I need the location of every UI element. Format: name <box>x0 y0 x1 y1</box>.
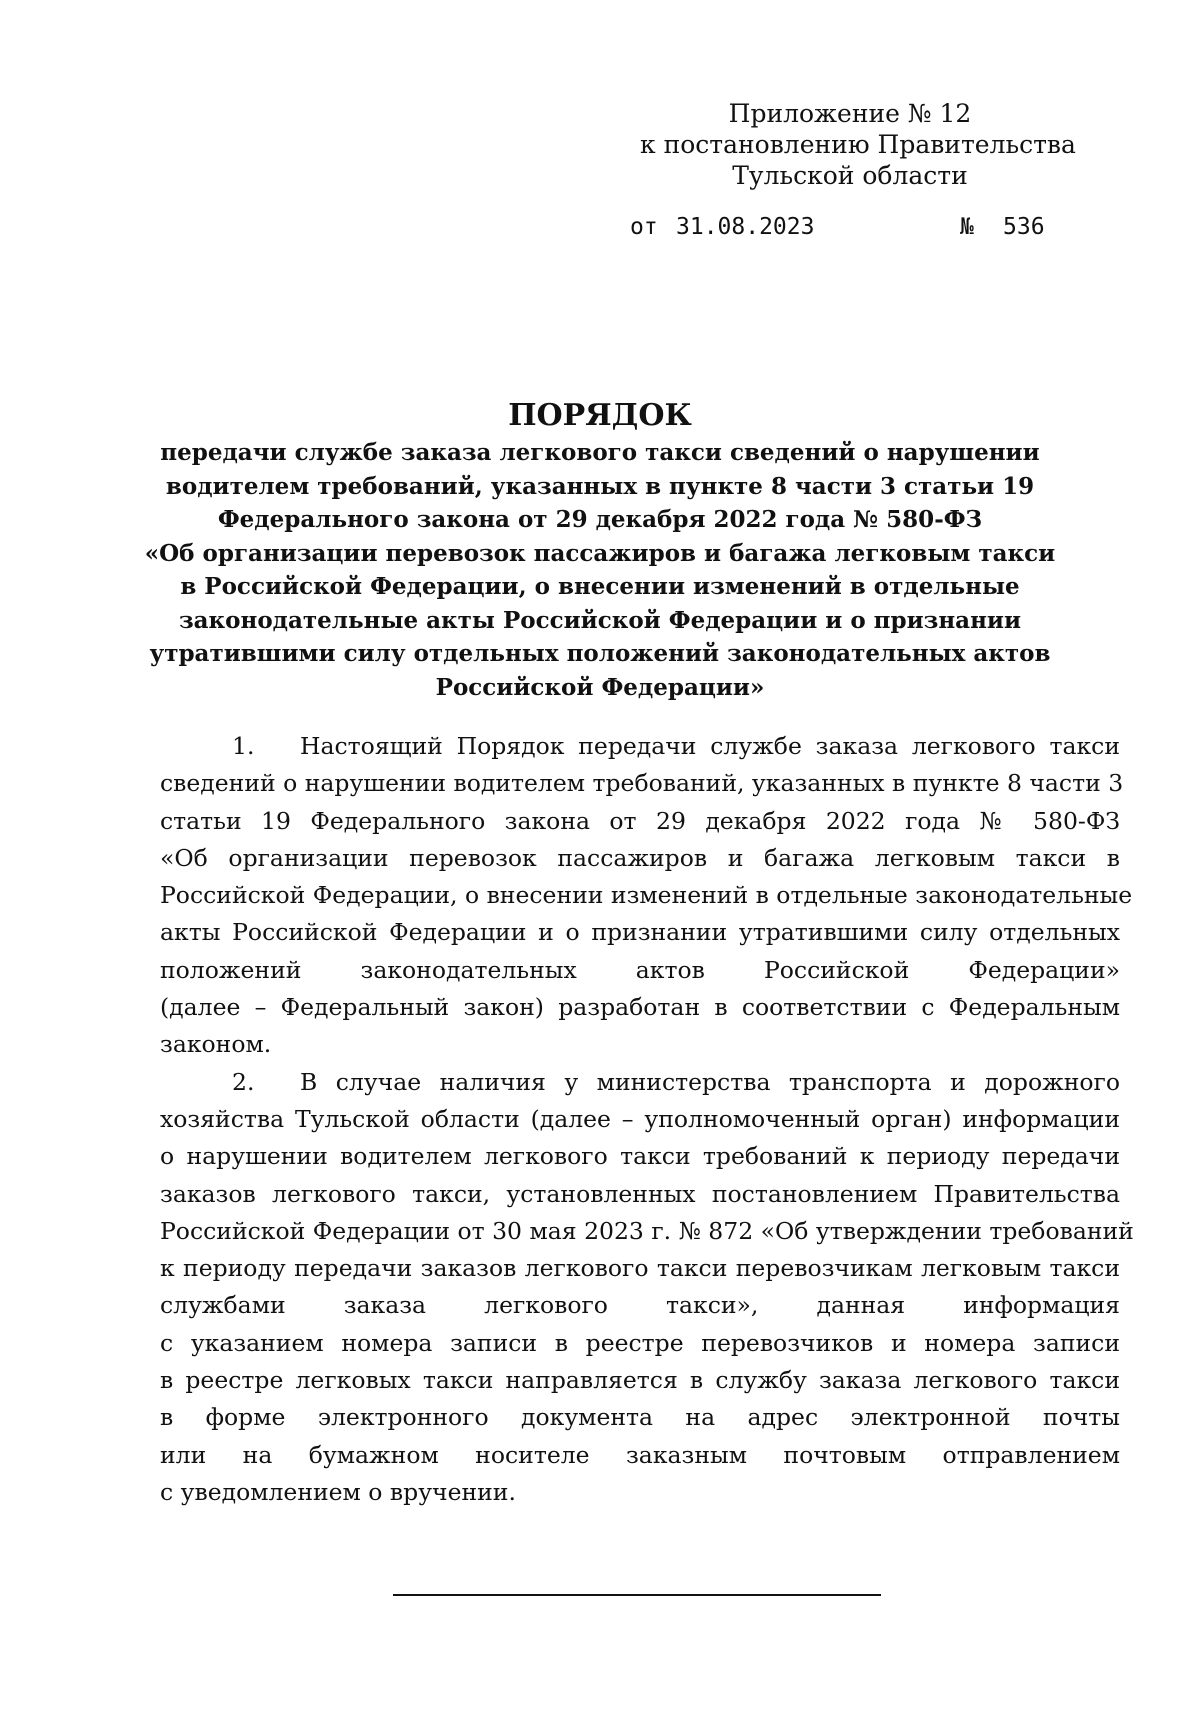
subtitle-line: передачи службе заказа легкового такси сведений о нарушении <box>160 439 1040 466</box>
paragraph-line: законом. <box>160 1030 272 1059</box>
paragraph-line: «Об организации перевозок пассажиров и багажа легковым такси в <box>160 843 1120 872</box>
appendix-resolution-ref: к постановлению Правительства <box>640 130 1076 159</box>
end-divider-line <box>393 1594 881 1596</box>
subtitle-line: утратившими силу отдельных положений законодательных актов <box>149 640 1051 667</box>
subtitle-line: Федерального закона от 29 декабря 2022 года № 580-ФЗ <box>217 506 983 533</box>
date-from-label: от <box>630 214 658 240</box>
subtitle-line: водителем требований, указанных в пункте 8 части 3 статьи 19 <box>165 472 1035 500</box>
paragraph-line: в форме электронного документа на адрес электронной почты <box>160 1403 1120 1432</box>
paragraph-line: к периоду передачи заказов легкового такси перевозчикам легковым такси <box>160 1254 1120 1283</box>
paragraph-line: или на бумажном носителе заказным почтовым отправлением <box>160 1440 1120 1469</box>
paragraph-line: с уведомлением о вручении. <box>160 1477 516 1506</box>
resolution-number: 536 <box>1003 214 1045 240</box>
document-subtitle <box>120 436 1080 704</box>
paragraph-number: 1. <box>232 732 255 760</box>
paragraph-line: акты Российской Федерации и о признании утратившими силу отдельных <box>160 918 1120 947</box>
subtitle-line: Российской Федерации» <box>435 673 765 701</box>
appendix-region: Тульской области <box>732 161 968 190</box>
paragraph-line: статьи 19 Федерального закона от 29 декабря 2022 года № 580-ФЗ <box>160 806 1120 835</box>
paragraph-line-text: Настоящий Порядок передачи службе заказа легкового такси <box>300 732 1120 760</box>
paragraph-line: сведений о нарушении водителем требований, указанных в пункте 8 части 3 <box>160 769 1124 798</box>
paragraph-line: с указанием номера записи в реестре перевозчиков и номера записи <box>160 1328 1120 1357</box>
resolution-date: 31.08.2023 <box>676 214 815 240</box>
paragraph-line: о нарушении водителем легкового такси требований к периоду передачи <box>160 1142 1120 1171</box>
paragraph-line-text: В случае наличия у министерства транспорта и дорожного <box>300 1067 1120 1096</box>
paragraph-2 <box>160 1064 1134 1512</box>
paragraph-line: положений законодательных актов Российской Федерации» <box>160 955 1120 984</box>
paragraph-number: 2. <box>232 1067 255 1096</box>
subtitle-line: законодательные акты Российской Федерации и о признании <box>178 606 1022 634</box>
appendix-header <box>640 98 1076 191</box>
subtitle-line: в Российской Федерации, о внесении изменений в отдельные <box>180 573 1020 600</box>
paragraph-line: Российской Федерации, о внесении изменений в отдельные законодательные <box>160 881 1133 910</box>
paragraph-line: службами заказа легкового такси», данная информация <box>160 1291 1120 1320</box>
paragraph-line: заказов легкового такси, установленных постановлением Правительства <box>160 1179 1120 1208</box>
document-title: ПОРЯДОК <box>508 398 692 433</box>
document-body <box>160 728 1134 1511</box>
paragraph-line: (далее – Федеральный закон) разработан в соответствии с Федеральным <box>160 993 1120 1022</box>
subtitle-line: «Об организации перевозок пассажиров и багажа легковым такси <box>144 539 1056 567</box>
paragraph-line: Российской Федерации от 30 мая 2023 г. № 872 «Об утверждении требований <box>160 1216 1134 1245</box>
paragraph-first-line <box>160 1064 1120 1101</box>
appendix-number: Приложение № 12 <box>728 99 972 128</box>
paragraph-line: в реестре легковых такси направляется в службу заказа легкового такси <box>160 1366 1120 1395</box>
paragraph-1 <box>160 728 1133 1064</box>
paragraph-first-line <box>160 728 1120 765</box>
resolution-date-number <box>630 214 1070 248</box>
number-sign: № <box>960 214 974 240</box>
paragraph-line: хозяйства Тульской области (далее – уполномоченный орган) информации <box>160 1104 1120 1133</box>
